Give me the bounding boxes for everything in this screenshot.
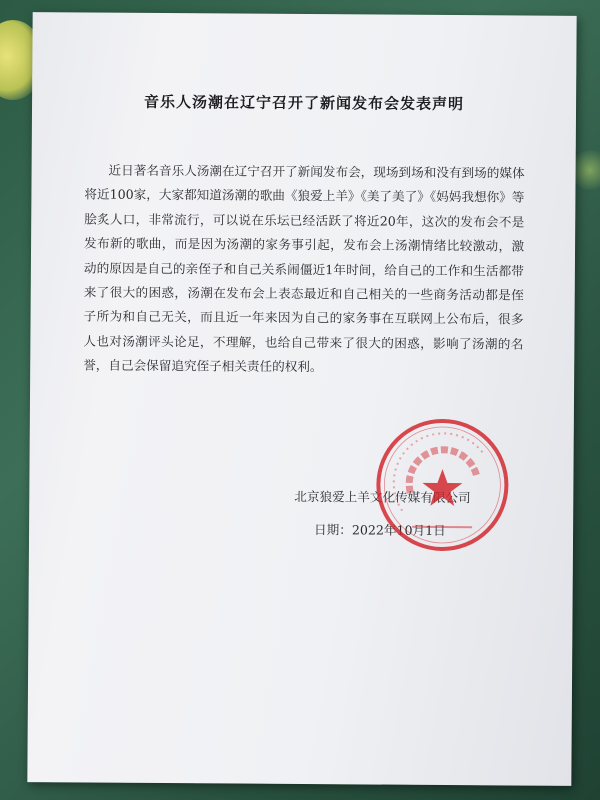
signature-date: 日期：2022年10月1日 — [314, 522, 446, 539]
document-title: 音乐人汤潮在辽宁召开了新闻发布会发表声明 — [143, 92, 465, 114]
red-star-icon — [422, 469, 462, 506]
company-signature: 北京狼爱上羊文化传媒有限公司 — [294, 488, 471, 506]
statement-body: 近日著名音乐人汤潮在辽宁召开了新闻发布会，现场到场和没有到场的媒体将近100家，大家都知道汤潮的歌曲《狼爱上羊》《美了美了》《妈妈我想你》等脍炙人口，非常流行，可以说在乐坛已经活跃了将近20年，这次的发布会不是发布新的歌曲，而是因为汤潮的家务事引起，发布会上汤潮情绪比较激动，激动的原因是自己的亲侄子和自己关系闹僵近1年时间，给自己的工作和生活都带来了很大的困惑，汤潮在发布会上表态最近和自己相关的一些商务活动都是侄子所为和自己无关，而且近一年来因为自己的家务事在互联网上公布后，很多人也对汤潮评头论足，不理解，也给自己带来了很大的困惑，影响了汤潮的名誉，自己会保留追究侄子相关责任的权利。 — [83, 162, 525, 375]
company-seal — [372, 414, 513, 555]
document-paper — [27, 12, 576, 786]
